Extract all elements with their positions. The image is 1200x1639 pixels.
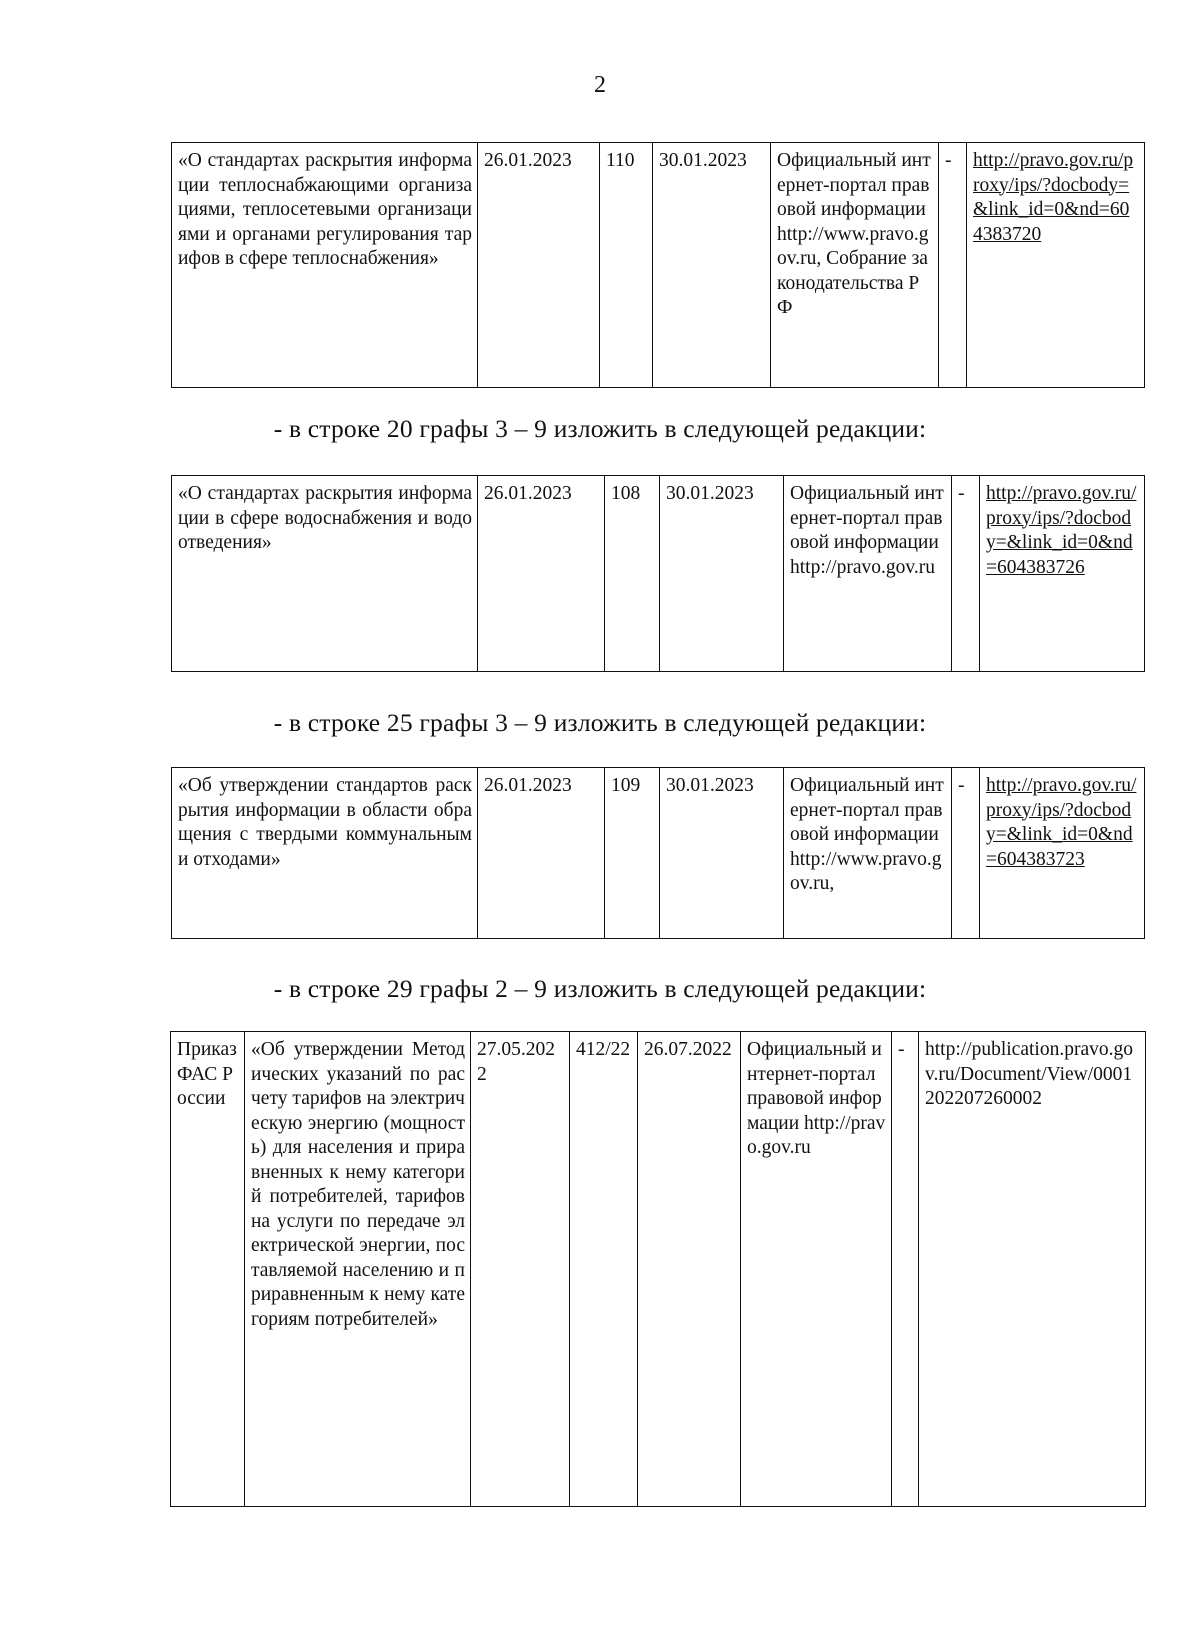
act-date: 26.01.2023	[478, 476, 605, 672]
instruction-row-29: - в строке 29 графы 2 – 9 изложить в следующей редакции:	[273, 974, 927, 1003]
publication-date: 26.07.2022	[638, 1032, 741, 1507]
act-title: «Об утверждении Методических указаний по расчету тарифов на электрическую энергию (мощность) для населения и приравненных к нему категорий потребителей, тарифов на услуги по передаче электрической энергии, поставляемой населению и приравненным к нему категориям потребителей»	[245, 1032, 471, 1507]
act-title: «Об утверждении стандартов раскрытия информации в области обращения с твердыми коммунальными отходами»	[172, 768, 478, 939]
publication-source: Официальный интернет-портал правовой информации http://pravo.gov.ru	[784, 476, 952, 672]
act-number: 109	[605, 768, 660, 939]
act-number: 412/22	[570, 1032, 638, 1507]
instruction-row-20: - в строке 20 графы 3 – 9 изложить в следующей редакции:	[273, 414, 927, 443]
table-row-1	[171, 142, 1145, 388]
table-row-29	[170, 1031, 1146, 1507]
document-link[interactable]: http://publication.pravo.gov.ru/Document/View/0001202207260002	[925, 1039, 1133, 1109]
act-number: 110	[600, 143, 653, 388]
publication-date: 30.01.2023	[660, 768, 784, 939]
publication-source: Официальный интернет-портал правовой информации http://www.pravo.gov.ru, Собрание законодательства РФ	[771, 143, 939, 388]
document-link[interactable]: http://pravo.gov.ru/proxy/ips/?docbody=&link_id=0&nd=604383726	[986, 483, 1137, 578]
dash-cell: -	[952, 476, 980, 672]
document-link[interactable]: http://pravo.gov.ru/proxy/ips/?docbody=&link_id=0&nd=604383723	[986, 775, 1137, 870]
act-title: «О стандартах раскрытия информации в сфере водоснабжения и водоотведения»	[172, 476, 478, 672]
table-row-25	[171, 767, 1145, 939]
dash-cell: -	[952, 768, 980, 939]
publication-source: Официальный интернет-портал правовой информации http://www.pravo.gov.ru,	[784, 768, 952, 939]
table-row-20	[171, 475, 1145, 672]
dash-cell: -	[892, 1032, 919, 1507]
act-date: 26.01.2023	[478, 768, 605, 939]
act-title: «О стандартах раскрытия информации теплоснабжающими организациями, теплосетевыми организациями и органами регулирования тарифов в сфере теплоснабжения»	[172, 143, 478, 388]
instruction-row-25: - в строке 25 графы 3 – 9 изложить в следующей редакции:	[273, 708, 927, 737]
publication-source: Официальный интернет-портал правовой информации http://pravo.gov.ru	[741, 1032, 892, 1507]
document-link[interactable]: http://pravo.gov.ru/proxy/ips/?docbody=&link_id=0&nd=604383720	[973, 150, 1134, 245]
dash-cell: -	[939, 143, 967, 388]
page-number: 2	[594, 72, 606, 98]
act-number: 108	[605, 476, 660, 672]
publication-date: 30.01.2023	[660, 476, 784, 672]
act-date: 26.01.2023	[478, 143, 600, 388]
publication-date: 30.01.2023	[653, 143, 771, 388]
act-date: 27.05.2022	[471, 1032, 570, 1507]
document-type: Приказ ФАС России	[171, 1032, 245, 1507]
